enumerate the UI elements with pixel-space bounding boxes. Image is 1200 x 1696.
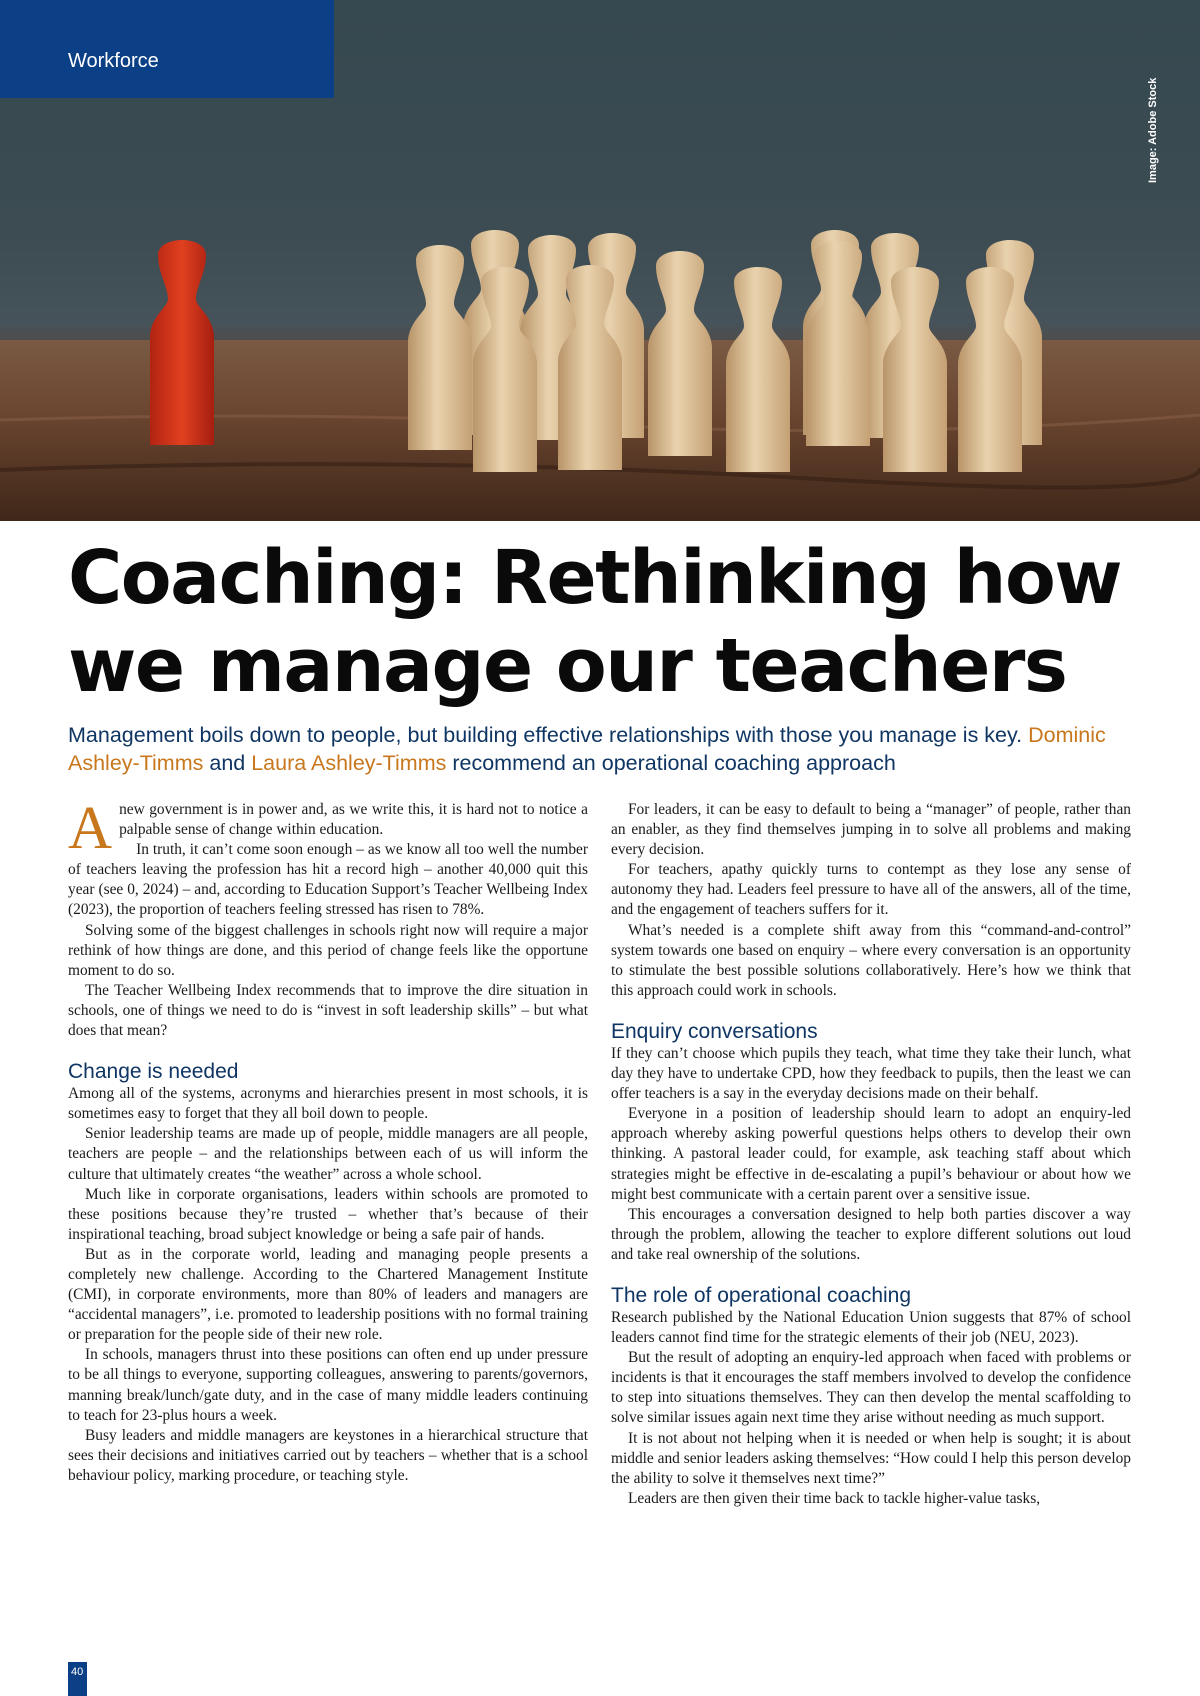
- hero-image: [0, 0, 1200, 521]
- subheading-operational-coaching: The role of operational coaching: [611, 1283, 912, 1307]
- author-1: Dominic Ashley-Timms: [68, 723, 1106, 775]
- article-title: Coaching: Rethinking how we manage our teachers: [68, 535, 1122, 709]
- paragraph: The Teacher Wellbeing Index recommends that to improve the dire situation in schools, one of things we need to do is “invest in soft leadership skills” – but what does that mean?: [68, 981, 588, 1040]
- paragraph: If they can’t choose which pupils they teach, what time they take their lunch, what day they have to undertake CPD, how they feedback to pupils, then the least we can offer teachers is a say in the everyday decisions made on their behalf.: [611, 1044, 1131, 1103]
- paragraph: In truth, it can’t come soon enough – as we know all too well the number of teachers leaving the profession has hit a record high – another 40,000 quit this year (see 0, 2024) – and, according to Education Support’s Teacher Wellbeing Index (2023), the proportion of teachers feeling stressed has risen to 78%.: [68, 841, 588, 919]
- author-2: Laura Ashley-Timms: [251, 751, 447, 775]
- paragraph: It is not about not helping when it is needed or when help is sought; it is about middle and senior leaders asking themselves: “How could I help this person develop the ability to solve it themselves next time?”: [611, 1429, 1131, 1487]
- page-number-bar: [68, 1662, 87, 1696]
- paragraph: For leaders, it can be easy to default to being a “manager” of people, rather than an enabler, as they find themselves jumping in to solve all problems and making every decision.: [611, 801, 1131, 859]
- standfirst: [68, 721, 1158, 777]
- subheading-enquiry-conversations: Enquiry conversations: [611, 1019, 818, 1043]
- paragraph: Much like in corporate organisations, leaders within schools are promoted to these positions because they’re trusted – whether that’s because of their inspirational teaching, broad subject knowledge or being a safe pair of hands.: [68, 1185, 588, 1243]
- paragraph: [68, 795, 588, 862]
- right-column: [611, 800, 1131, 1509]
- paragraph: Among all of the systems, acronyms and hierarchies present in most schools, it is sometimes easy to forget that they all boil down to people.: [68, 1085, 588, 1123]
- paragraph: What’s needed is a complete shift away from this “command-and-control” system towards one based on enquiry – where every conversation is an opportunity to stimulate the best possible solutions collaboratively. Here’s how we think that this approach could work in schools.: [611, 921, 1131, 999]
- subheading-change-is-needed: Change is needed: [68, 1060, 239, 1084]
- standfirst-text: Management boils down to people, but building effective relationships with those you manage is key.: [68, 723, 1023, 747]
- paragraph: Busy leaders and middle managers are keystones in a hierarchical structure that sees their decisions and initiatives carried out by teachers – whether that is a school behaviour policy, marking procedure, or teaching style.: [68, 1426, 588, 1484]
- section-tag: [0, 0, 334, 98]
- page-number: 40: [71, 1666, 84, 1678]
- drop-cap: A: [68, 795, 113, 862]
- paragraph-text: new government is in power and, as we write this, it is hard not to notice a palpable sense of change within education.: [119, 801, 588, 839]
- image-credit: Image: Adobe Stock: [1147, 77, 1159, 183]
- paragraph: Leaders are then given their time back to tackle higher-value tasks,: [628, 1489, 1041, 1507]
- left-column: [68, 795, 588, 1486]
- section-label: Workforce: [68, 50, 159, 72]
- author-joiner: and: [209, 751, 246, 775]
- paragraph: Research published by the National Education Union suggests that 87% of school leaders cannot find time for the strategic elements of their job (NEU, 2023).: [611, 1308, 1131, 1347]
- paragraph: Solving some of the biggest challenges in schools right now will require a major rethink of how things are done, and this period of change feels like the opportune moment to do so.: [68, 921, 588, 979]
- paragraph: In schools, managers thrust into these positions can often end up under pressure to be all things to everyone, supporting colleagues, answering to parents/governors, manning break/lunch/gate duty, and in the case of many middle leaders continuing to teach for 23-plus hours a week.: [68, 1346, 588, 1424]
- paragraph: But as in the corporate world, leading and managing people presents a completely new challenge. According to the Chartered Management Institute (CMI), in corporate environments, more than 80% of leaders and managers are “accidental managers”, i.e. promoted to leadership positions with no formal training or preparation for the people side of their new role.: [68, 1245, 588, 1344]
- paragraph: This encourages a conversation designed to help both parties discover a way through the problem, allowing the teacher to explore different solutions out loud and take real ownership of the solutions.: [611, 1205, 1131, 1263]
- paragraph: Senior leadership teams are made up of people, middle managers are all people, teachers are people – and the relationships between each of us will inform the culture that ultimately creates “the weather” across a whole school.: [68, 1125, 588, 1183]
- standfirst-end: recommend an operational coaching approach: [452, 751, 896, 775]
- paragraph: But the result of adopting an enquiry-led approach when faced with problems or incidents is that it encourages the staff members involved to develop the confidence to step into situations themselves. They can then develop the mental scaffolding to solve similar issues again next time they arise without needing as much support.: [611, 1349, 1131, 1427]
- paragraph: Everyone in a position of leadership should learn to adopt an enquiry-led approach whereby asking powerful questions helps others to develop their own thinking. A pastoral leader could, for example, ask teaching staff about which strategies might be effective in de-escalating a pupil’s behaviour or about how we might best communicate with a certain parent over a sensitive issue.: [611, 1105, 1131, 1203]
- paragraph: For teachers, apathy quickly turns to contempt as they lose any sense of autonomy they had. Leaders feel pressure to have all of the answers, all of the time, and the engagement of teachers suffers for it.: [611, 861, 1131, 919]
